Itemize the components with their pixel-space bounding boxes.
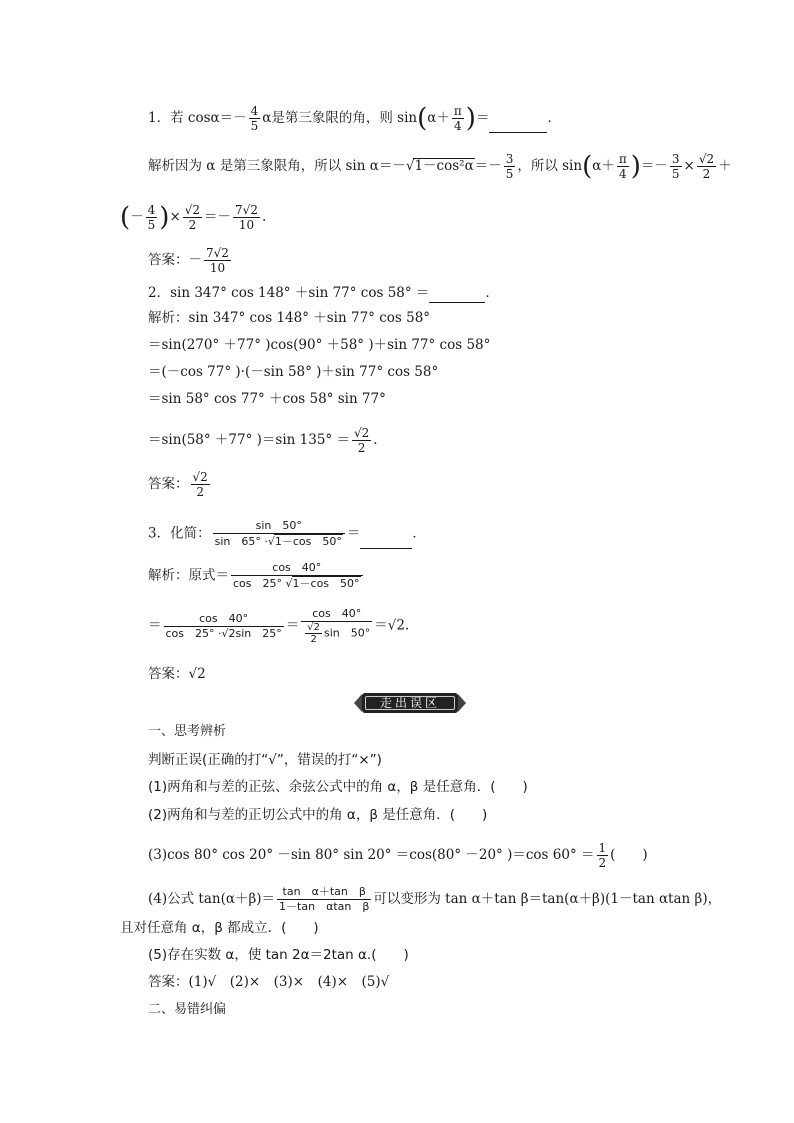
- fraction: $\frac{7√2}{10}$: [206, 246, 229, 275]
- item-4: (4)公式 tan(α＋β)＝ $\frac{\text{tan α＋tan β}}{\text{1－tan αtan β}}$ 可以变形为 tan α＋tan β＝tan(α＋β)(1－tan αtan β)，: [148, 885, 722, 913]
- q2-solution-5: ＝sin(58° ＋77° )＝sin 135° ＝ $\frac{√2}{2}$ .: [148, 426, 378, 455]
- fraction: $\frac{√2}{2}$: [353, 426, 370, 455]
- instruction: 判断正误(正确的打“√”，错误的打“×”): [148, 752, 382, 768]
- fraction: $\frac{√2}{2}$: [698, 152, 715, 181]
- item-5: (5)存在实数 α，使 tan 2α＝2tan α.( ): [148, 947, 409, 963]
- answer-blank[interactable]: [489, 112, 547, 133]
- section-heading-2: 二、易错纠偏: [148, 1002, 227, 1017]
- fraction: cos 40° $\frac{√2}{2}$ sin 50°: [301, 607, 372, 645]
- fraction: $\frac{3}{5}$: [671, 152, 680, 181]
- fraction: $\frac{\cos 40^\circ}{\cos 25^\circ √1-\cos 50^\circ}$: [231, 561, 363, 591]
- q2-solution-3: ＝(－cos 77° )·(－sin 58° )＋sin 77° cos 58°: [148, 364, 439, 380]
- fraction: $\frac{7√2}{10}$: [235, 203, 258, 232]
- fraction: $\frac{\text{tan α＋tan β}}{\text{1－tan αtan β}}$: [279, 885, 370, 913]
- q1-answer: 答案：－ $\frac{7√2}{10}$: [148, 246, 229, 275]
- section-banner: [354, 693, 466, 713]
- q2-solution-4: ＝sin 58° cos 77° ＋cos 58° sin 77°: [148, 391, 386, 407]
- fraction: $\frac{\pi}{4}$: [453, 104, 462, 133]
- answer-blank[interactable]: [429, 282, 485, 303]
- q3-solution-2: ＝ $\frac{\cos 40^\circ}{\cos 25^\circ \cdot√2\sin 25^\circ}$ ＝ cos 40° $\frac{√2}{2}$ sin 50° ＝√2.: [148, 607, 410, 645]
- review-answer: 答案：(1)√ (2)× (3)× (4)× (5)√: [148, 974, 390, 990]
- q1-stem: 1．若 cosα＝－ $\frac{4}{5}$ α是第三象限的角，则 sin(α＋ $\frac{\pi}{4}$ )＝ ．: [148, 103, 561, 134]
- fraction: $\frac{√2}{2}$: [192, 470, 208, 499]
- item-3: (3)cos 80° cos 20° －sin 80° sin 20° ＝cos(80° －20° )＝cos 60° ＝ $\frac{1}{2}$ ( ): [148, 841, 648, 870]
- banner-title: 走出误区: [365, 696, 455, 710]
- q3-answer: 答案：√2: [148, 666, 206, 682]
- item-4-cont: 且对任意角 α，β 都成立．( ): [120, 920, 319, 936]
- q3-solution-1: 解析：原式＝ $\frac{\cos 40^\circ}{\cos 25^\circ √1-\cos 50^\circ}$: [148, 561, 365, 591]
- fraction: $\frac{√2}{2}$: [184, 203, 201, 232]
- q2-solution-1: 解析：sin 347° cos 148° ＋sin 77° cos 58°: [148, 310, 431, 326]
- fraction: $\frac{4}{5}$: [250, 104, 259, 133]
- q2-stem: 2．sin 347° cos 148° ＋sin 77° cos 58° ＝ ．: [148, 282, 499, 303]
- fraction: $\frac{4}{5}$: [147, 203, 156, 232]
- section-heading-1: 一、思考辨析: [148, 724, 227, 739]
- fraction: $\frac{\pi}{4}$: [618, 152, 627, 181]
- q2-answer: 答案： $\frac{√2}{2}$: [148, 470, 208, 499]
- q3-stem: 3．化简： $\frac{\sin 50^\circ}{\sin 65^\circ \cdot√1-\cos 50^\circ}$ ＝ ．: [148, 519, 426, 548]
- item-2: (2)两角和与差的正切公式中的角 α，β 是任意角．( ): [148, 807, 488, 823]
- q1-solution-line1: 解析因为 α 是第三象限角，所以 sin α＝－√1－cos²α＝－ $\frac{3}{5}$ ，所以 sin(α＋ $\frac{\pi}{4}$ )＝－ $\frac{3}{5}$ × $\frac{√2}{2}$ ＋: [148, 151, 732, 182]
- q1-solution-line2: (－ $\frac{4}{5}$ )× $\frac{√2}{2}$ ＝－ $\frac{7√2}{10}$ .: [120, 202, 267, 233]
- fraction: $\frac{\cos 40^\circ}{\cos 25^\circ \cdot√2\sin 25^\circ}$: [165, 611, 282, 640]
- answer-blank[interactable]: [360, 528, 412, 549]
- fraction: $\frac{1}{2}$: [598, 841, 607, 870]
- fraction: $\frac{\sin 50^\circ}{\sin 65^\circ \cdot√1-\cos 50^\circ}$: [213, 519, 345, 549]
- fraction: $\frac{3}{5}$: [505, 152, 514, 181]
- q2-solution-2: ＝sin(270° ＋77° )cos(90° ＋58° )＋sin 77° cos 58°: [148, 337, 491, 353]
- item-1: (1)两角和与差的正弦、余弦公式中的角 α，β 是任意角．( ): [148, 779, 528, 795]
